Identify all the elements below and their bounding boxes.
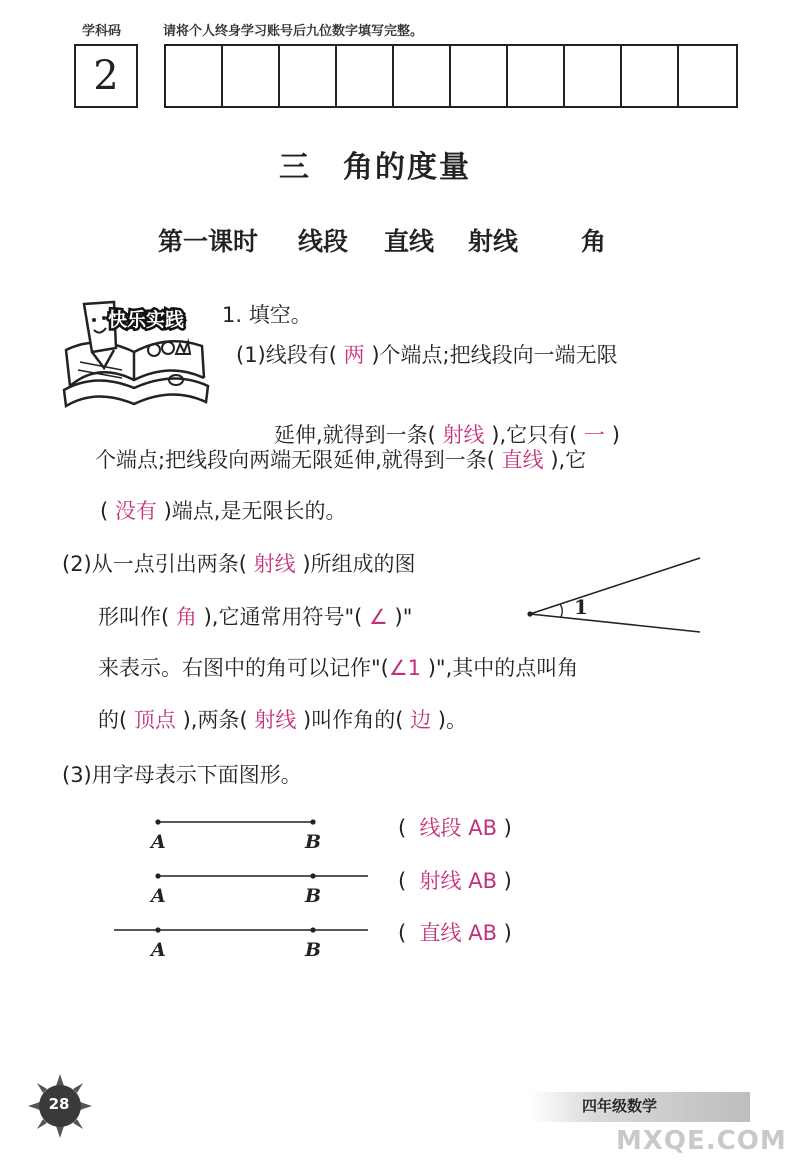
answer-text: 直线 xyxy=(501,448,544,472)
angle-label: 1 xyxy=(574,595,588,619)
q1-p2-line1: (2)从一点引出两条( 射线 )所组成的图 xyxy=(62,552,416,576)
answer-text: 射线 xyxy=(253,552,296,576)
point-b xyxy=(310,873,315,878)
answer-text: 射线 xyxy=(254,708,297,732)
point-b xyxy=(310,819,315,824)
account-digit-row xyxy=(164,44,738,108)
lesson-title-part: 角 xyxy=(581,227,607,256)
figure-answer-2: ( 射线 AB ) xyxy=(398,869,512,893)
lesson-title-part: 线段 xyxy=(298,227,349,256)
figure-answer-1: ( 线段 AB ) xyxy=(398,816,512,840)
watermark: MXQE.COM xyxy=(616,1126,787,1156)
instruction-text: 请将个人终身学习账号后九位数字填写完整。 xyxy=(163,24,424,39)
digit-cell[interactable] xyxy=(451,46,508,106)
happy-practice-logo xyxy=(56,290,216,410)
point-label-b: B xyxy=(305,885,322,907)
answer-text: 边 xyxy=(410,708,432,732)
angle-arc xyxy=(560,604,562,617)
point-label-b: B xyxy=(305,831,322,853)
chapter-title: 三 角的度量 xyxy=(279,150,471,185)
point-a xyxy=(155,873,160,878)
answer-text: 角 xyxy=(175,605,197,629)
point-label-a: A xyxy=(151,831,166,853)
angle-ray-upper xyxy=(530,558,700,614)
answer-text: 两 xyxy=(343,343,365,367)
digit-cell[interactable] xyxy=(622,46,679,106)
q1-p2-line2: 形叫作( 角 ),它通常用符号"( ∠ )" xyxy=(98,605,413,629)
answer-text: 线段 AB xyxy=(419,816,497,840)
page-number: 28 xyxy=(48,1095,70,1113)
question-heading: 1. 填空。 xyxy=(222,303,312,327)
angle-ray-lower xyxy=(530,614,700,632)
subject-code-label: 学科码 xyxy=(82,24,122,39)
q1-p1-line3: 个端点;把线段向两端无限延伸,就得到一条( 直线 ),它 xyxy=(95,448,587,472)
q1-p1-line2: 延伸,就得到一条( 射线 ),它只有( 一 ) xyxy=(274,423,620,447)
answer-text: ∠ xyxy=(369,605,388,629)
line-figures xyxy=(110,810,370,970)
point-a xyxy=(155,819,160,824)
q1-p1-line1: (1)线段有( 两 )个端点;把线段向一端无限 xyxy=(236,343,618,367)
answer-text: ∠1 xyxy=(388,656,422,680)
book-label: 四年级数学 xyxy=(582,1097,658,1115)
digit-cell[interactable] xyxy=(223,46,280,106)
answer-text: 射线 AB xyxy=(419,869,497,893)
angle-vertex xyxy=(527,611,532,616)
angle-figure xyxy=(520,550,710,640)
point-b xyxy=(310,927,315,932)
lesson-title-part: 第一课时 xyxy=(158,227,259,256)
lesson-title-part: 射线 xyxy=(468,227,519,256)
answer-text: 没有 xyxy=(114,499,157,523)
q1-p2-line3: 来表示。右图中的角可以记作"(∠1 )",其中的点叫角 xyxy=(98,656,579,680)
q1-p1-line4: ( 没有 )端点,是无限长的。 xyxy=(100,499,347,523)
point-label-a: A xyxy=(151,885,166,907)
point-a xyxy=(155,927,160,932)
digit-cell[interactable] xyxy=(166,46,223,106)
figure-answer-3: ( 直线 AB ) xyxy=(398,921,512,945)
point-label-a: A xyxy=(151,939,166,961)
q1-p3-heading: (3)用字母表示下面图形。 xyxy=(62,763,302,787)
subject-code-box: 2 xyxy=(74,44,138,108)
answer-text: 一 xyxy=(584,423,605,447)
answer-text: 直线 AB xyxy=(419,921,497,945)
digit-cell[interactable] xyxy=(337,46,394,106)
digit-cell[interactable] xyxy=(394,46,451,106)
q1-p2-line4: 的( 顶点 ),两条( 射线 )叫作角的( 边 )。 xyxy=(98,708,467,732)
digit-cell[interactable] xyxy=(280,46,337,106)
answer-text: 射线 xyxy=(442,423,485,447)
logo-text: 快乐实践 xyxy=(108,309,185,331)
lesson-title-part: 直线 xyxy=(384,227,435,256)
digit-cell[interactable] xyxy=(679,46,736,106)
digit-cell[interactable] xyxy=(508,46,565,106)
digit-cell[interactable] xyxy=(565,46,622,106)
point-label-b: B xyxy=(305,939,322,961)
answer-text: 顶点 xyxy=(133,708,176,732)
